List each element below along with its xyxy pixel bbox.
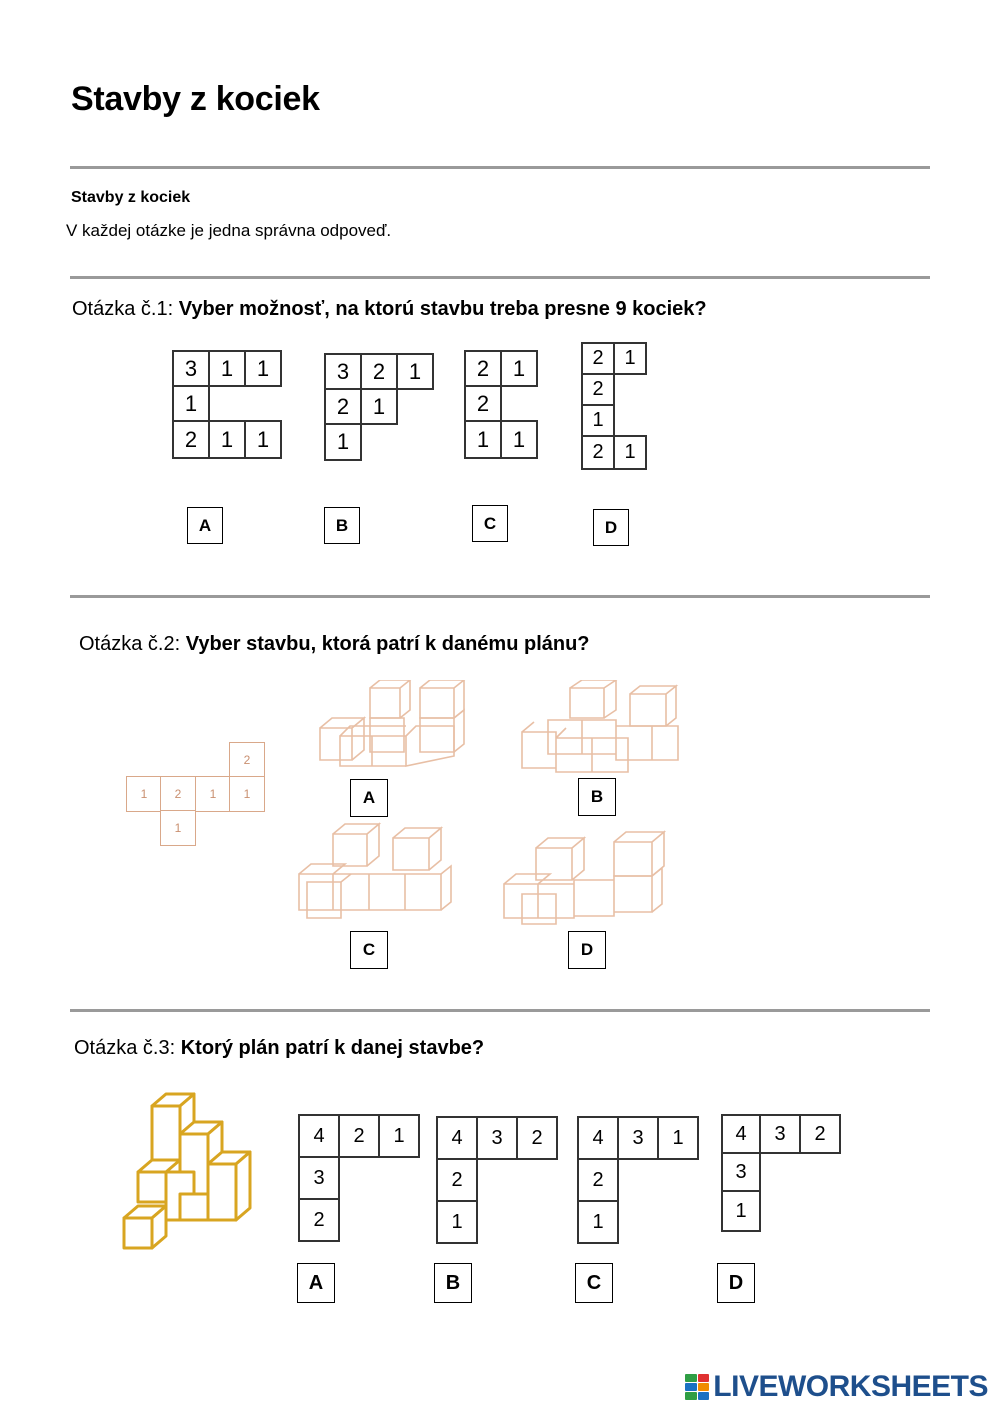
plan-cell: 1 xyxy=(160,810,196,846)
plan-cell: 2 xyxy=(581,435,615,470)
plan-cell: 1 xyxy=(229,776,265,812)
plan-cell: 4 xyxy=(436,1116,478,1160)
plan-cell: 2 xyxy=(464,350,502,387)
plan-cell: 1 xyxy=(208,350,246,387)
q2-answer-c[interactable]: C xyxy=(350,931,388,969)
plan-cell: 1 xyxy=(500,350,538,387)
divider xyxy=(70,1009,930,1012)
question-2-label: Otázka č.2: xyxy=(79,633,181,655)
plan-cell: 2 xyxy=(464,385,502,422)
q2-answer-a[interactable]: A xyxy=(350,779,388,817)
divider xyxy=(70,166,930,169)
plan-cell: 1 xyxy=(126,776,162,812)
plan-cell: 2 xyxy=(338,1114,380,1158)
page-title: Stavby z kociek xyxy=(71,80,320,118)
plan-cell: 1 xyxy=(244,420,282,459)
question-2 xyxy=(79,633,590,656)
plan-cell: 1 xyxy=(581,404,615,437)
q3-building xyxy=(118,1088,258,1254)
q3-answer-c[interactable]: C xyxy=(575,1263,613,1303)
plan-cell: 2 xyxy=(436,1158,478,1202)
q2-building-c xyxy=(293,822,453,924)
plan-cell: 3 xyxy=(324,353,362,390)
question-1 xyxy=(72,298,707,321)
plan-cell: 3 xyxy=(476,1116,518,1160)
brand-mark-icon xyxy=(685,1374,709,1400)
q3-answer-b[interactable]: B xyxy=(434,1263,472,1303)
plan-cell: 4 xyxy=(298,1114,340,1158)
question-3-label: Otázka č.3: xyxy=(74,1037,176,1059)
liveworksheets-logo[interactable] xyxy=(685,1370,988,1404)
q1-answer-b[interactable]: B xyxy=(324,507,360,544)
plan-cell: 1 xyxy=(464,420,502,459)
plan-cell: 2 xyxy=(172,420,210,459)
q3-answer-a[interactable]: A xyxy=(297,1263,335,1303)
plan-cell: 1 xyxy=(195,776,231,812)
plan-cell: 3 xyxy=(721,1152,761,1192)
question-2-text: Vyber stavbu, ktorá patrí k danému plánu? xyxy=(185,633,590,655)
question-3-text: Ktorý plán patrí k danej stavbe? xyxy=(180,1037,485,1059)
plan-cell: 3 xyxy=(617,1116,659,1160)
divider xyxy=(70,595,930,598)
plan-cell: 1 xyxy=(613,435,647,470)
plan-cell: 4 xyxy=(721,1114,761,1154)
q1-answer-d[interactable]: D xyxy=(593,509,629,546)
question-3 xyxy=(74,1037,484,1060)
plan-cell: 1 xyxy=(500,420,538,459)
q2-answer-d[interactable]: D xyxy=(568,931,606,969)
q1-answer-c[interactable]: C xyxy=(472,505,508,542)
brand-name: LIVEWORKSHEETS xyxy=(713,1370,988,1403)
q3-answer-d[interactable]: D xyxy=(717,1263,755,1303)
section-subtitle: Stavby z kociek xyxy=(71,189,191,206)
plan-cell: 1 xyxy=(360,388,398,425)
plan-cell: 1 xyxy=(324,423,362,461)
plan-cell: 2 xyxy=(298,1198,340,1242)
plan-cell: 3 xyxy=(298,1156,340,1200)
divider xyxy=(70,276,930,279)
q1-answer-a[interactable]: A xyxy=(187,507,223,544)
plan-cell: 2 xyxy=(577,1158,619,1202)
question-1-label: Otázka č.1: xyxy=(72,298,174,320)
plan-cell: 1 xyxy=(208,420,246,459)
plan-cell: 1 xyxy=(721,1190,761,1232)
plan-cell: 1 xyxy=(436,1200,478,1244)
q2-building-a xyxy=(316,680,488,768)
plan-cell: 1 xyxy=(172,385,210,422)
plan-cell: 2 xyxy=(581,342,615,375)
plan-cell: 1 xyxy=(657,1116,699,1160)
plan-cell: 3 xyxy=(759,1114,801,1154)
instruction-text: V každej otázke je jedna správna odpoveď. xyxy=(66,221,392,240)
plan-cell: 1 xyxy=(244,350,282,387)
plan-cell: 2 xyxy=(324,388,362,425)
plan-cell: 4 xyxy=(577,1116,619,1160)
q2-answer-b[interactable]: B xyxy=(578,778,616,816)
plan-cell: 2 xyxy=(160,776,196,812)
plan-cell: 1 xyxy=(613,342,647,375)
plan-cell: 2 xyxy=(229,742,265,778)
q2-building-b xyxy=(518,680,690,778)
plan-cell: 1 xyxy=(577,1200,619,1244)
plan-cell: 2 xyxy=(581,373,615,406)
plan-cell: 2 xyxy=(360,353,398,390)
q2-building-d xyxy=(498,818,666,926)
plan-cell: 3 xyxy=(172,350,210,387)
question-1-text: Vyber možnosť, na ktorú stavbu treba presne 9 kociek? xyxy=(178,298,707,320)
plan-cell: 2 xyxy=(799,1114,841,1154)
plan-cell: 2 xyxy=(516,1116,558,1160)
plan-cell: 1 xyxy=(396,353,434,390)
plan-cell: 1 xyxy=(378,1114,420,1158)
